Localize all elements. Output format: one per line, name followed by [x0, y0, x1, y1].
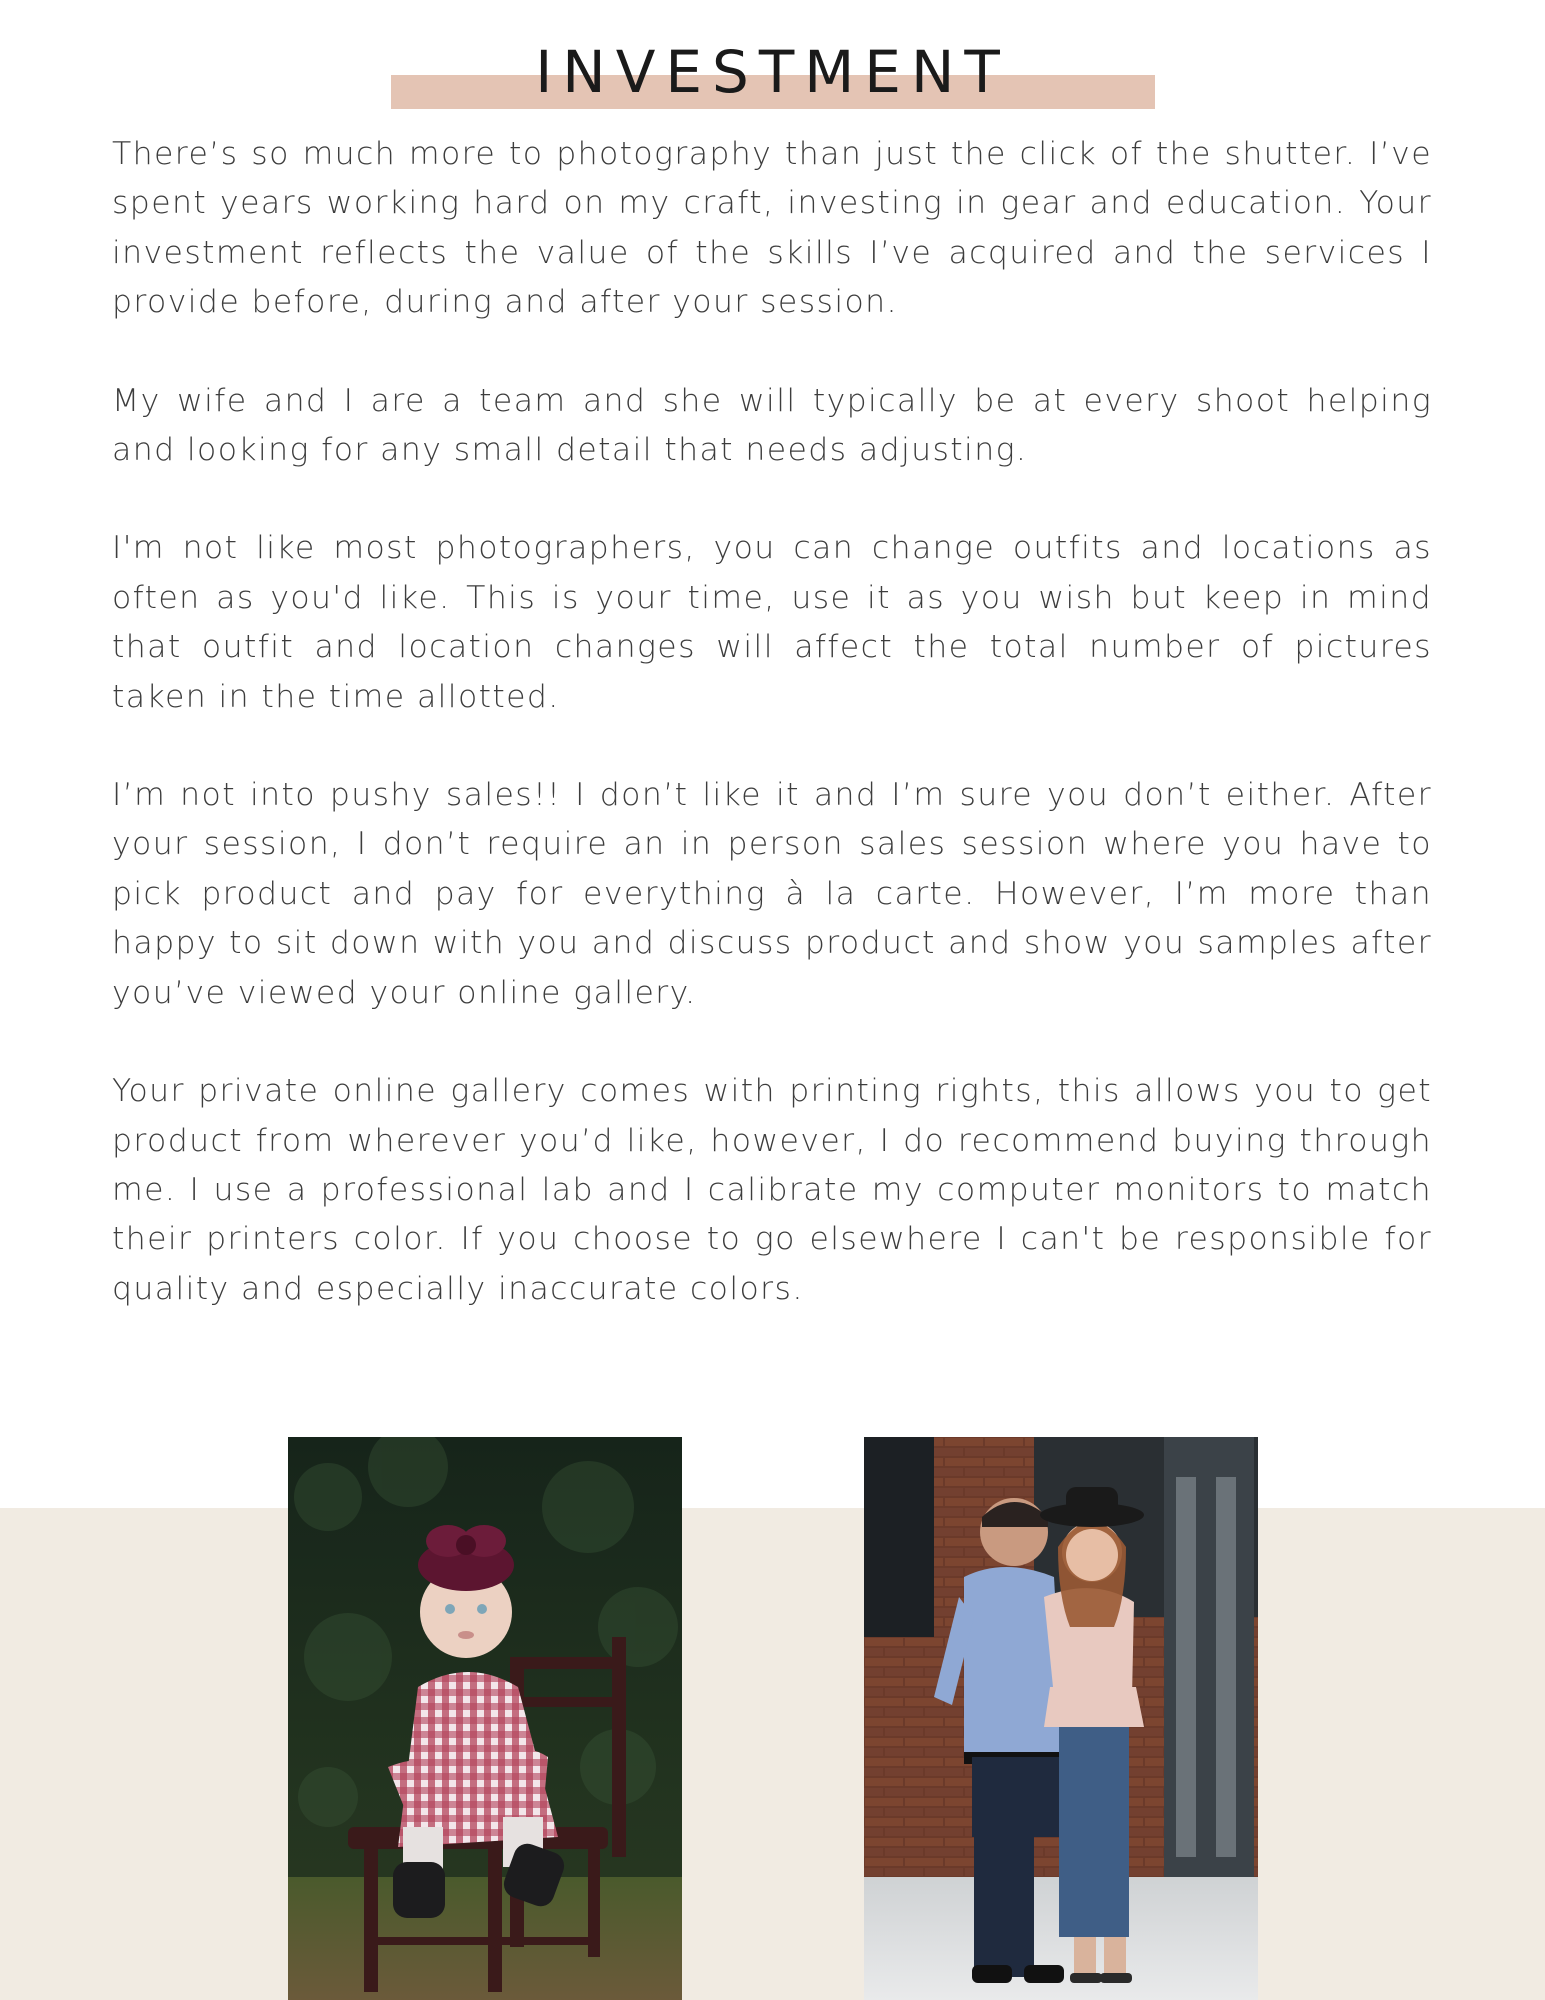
baby-on-chair-photo [288, 1437, 682, 2000]
paragraph-sales: I’m not into pushy sales!! I don’t like it and I’m sure you don’t either. After your session, I don’t require an in person sales session where you have to pick product and pay for everything à la carte. However, I’m more than happy to sit down with you and discuss product and show you samples after you’ve viewed your online gallery. [112, 777, 1432, 1011]
paragraph-outfits: I'm not like most photographers, you can change outfits and locations as often as you'd like. This is your time, use it as you wish but keep in mind that outfit and location changes will affect the total number of pictures taken in the time allotted. [112, 530, 1432, 715]
paragraph-team: My wife and I are a team and she will typically be at every shoot helping and looking for any small detail that needs adjusting. [112, 382, 1432, 469]
paragraph-gallery: Your private online gallery comes with printing rights, this allows you to get product from wherever you’d like, however, I do recommend buying through me. I use a professional lab and I calibrate my computer monitors to match their printers color. If you choose to go elsewhere I can't be responsible for quality and especially inaccurate colors. [112, 1073, 1432, 1307]
body-text [112, 130, 1432, 1363]
paragraph-skills: There’s so much more to photography than just the click of the shutter. I’ve spent years working hard on my craft, investing in gear and education. Your investment reflects the value of the skills I’ve acquired and the services I provide before, during and after your session. [112, 136, 1432, 321]
bottom-background-band [0, 1508, 1545, 2000]
page-title: INVESTMENT [535, 38, 1010, 106]
couple-portrait-photo [864, 1437, 1258, 2000]
title-section [0, 40, 1545, 120]
